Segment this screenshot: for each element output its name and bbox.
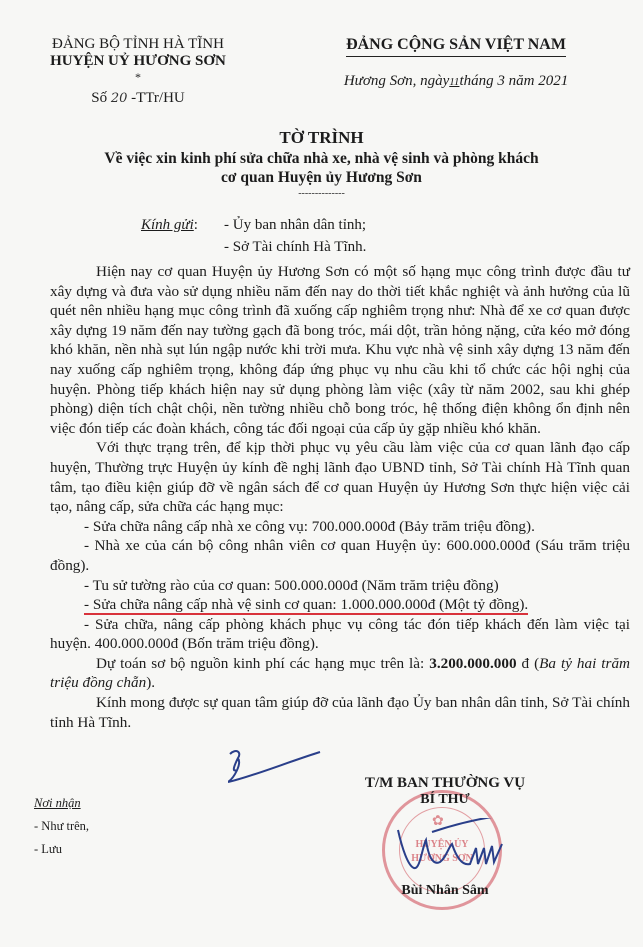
distribution-label: Nơi nhận xyxy=(34,796,81,810)
distribution-list xyxy=(34,794,89,863)
document-date: Hương Sơn, ngày11tháng 3 năm 2021 xyxy=(343,73,569,89)
paragraph-total: Dự toán sơ bộ nguồn kinh phí các hạng mục trên là: 3.200.000.000 đ (Ba tỷ hai trăm triệu đồng chẵn). xyxy=(50,654,631,692)
list-item: - Sửa chữa, nâng cấp phòng khách phục vụ công tác đón tiếp khách đến làm việc tại huyện. 400.000.000đ (Bốn trăm triệu đồng). xyxy=(50,615,630,653)
org-line1: ĐẢNG BỘ TỈNH HÀ TĨNH xyxy=(52,36,224,52)
issuing-organization xyxy=(28,36,248,107)
paragraph-situation: Hiện nay cơ quan Huyện ủy Hương Sơn có một số hạng mục công trình được đầu tư xây dựng và đưa vào sử dụng nhiều năm đến nay do thời tiết khắc nghiệt và ảnh hưởng của lũ quét nên nhiều hạng mục công trình đã xuống cấp nghiêm trọng như: Nhà để xe cơ quan được xây dựng 19 năm đến nay tường gạch đã bong tróc, mái dột, trần hỏng nặng, cửa kéo mở đóng khó khăn, nền nhà sụt lún ngập nước khi trời mưa. Khu vực nhà vệ sinh xây dựng 13 năm đến nay xuống cấp nghiêm trọng, không đáp ứng phục vụ nhu cầu khi tổ chức các hội nghị của huyện. Phòng tiếp khách hiện nay sử dụng phòng làm việc (xây từ năm 2002, sau khi ghép phòng) diện tích chật chội, nền tường nhiều chỗ bong tróc, hệ thống điện không ổn định nên việc đón tiếp các đoàn khách, công tác đối ngoại của cấp ủy gặp nhiều khó khăn. xyxy=(50,263,630,437)
recipients-block xyxy=(141,214,366,258)
seal-text-top: HUYỆN ỦY xyxy=(415,839,469,850)
document-body xyxy=(50,262,630,732)
org-dot: * xyxy=(135,70,141,84)
title-separator: -------------- xyxy=(298,188,345,199)
recipient-item: - Sở Tài chính Hà Tĩnh. xyxy=(224,239,367,255)
list-item: - Nhà xe của cán bộ công nhân viên cơ quan Huyện ủy: 600.000.000đ (Sáu trăm triệu đồng). xyxy=(50,537,630,574)
red-underline-highlight: - Sửa chữa nâng cấp nhà vệ sinh cơ quan: 1.000.000.000đ (Một tỷ đồng). xyxy=(84,596,529,614)
list-item: - Tu sử tường rào của cơ quan: 500.000.000đ (Năm trăm triệu đồng) xyxy=(84,576,499,594)
handwritten-initial-icon xyxy=(228,748,328,788)
signer-on-behalf: T/M BAN THƯỜNG VỤ xyxy=(364,775,526,791)
signer-name: Bùi Nhân Sâm xyxy=(401,883,489,898)
recipient-item: - Ủy ban nhân dân tỉnh; xyxy=(224,217,367,233)
total-in-words: Ba tỷ hai trăm triệu đồng chẵn xyxy=(50,654,631,692)
party-name: ĐẢNG CỘNG SẢN VIỆT NAM xyxy=(346,36,566,57)
handwritten-number: 20 xyxy=(110,91,128,106)
total-amount: 3.200.000.000 xyxy=(429,654,517,672)
paragraph-closing: Kính mong được sự quan tâm giúp đỡ của lãnh đạo Ủy ban nhân dân tỉnh, Sở Tài chính tỉnh Hà Tĩnh. xyxy=(50,694,630,731)
org-line2: HUYỆN UỶ HƯƠNG SƠN xyxy=(50,53,226,69)
paragraph-request: Với thực trạng trên, để kịp thời phục vụ yêu cầu làm việc của cơ quan lãnh đạo cấp huyện, Thường trực Huyện ủy kính đề nghị lãnh đạo UBND tỉnh, Sở Tài chính Hà Tĩnh quan tâm, tạo điều kiện giúp đỡ về ngân sách để cơ quan Huyện ủy Hương Sơn thực hiện việc cải tạo, nâng cấp, sửa chữa các hạng mục: xyxy=(50,439,630,516)
list-item-highlighted xyxy=(50,595,630,615)
party-header xyxy=(316,36,596,90)
distribution-item: - Lưu xyxy=(34,842,62,856)
distribution-item: - Như trên, xyxy=(34,819,90,833)
recipients-list xyxy=(224,214,366,258)
document-number: Số 20 -TTr/HU xyxy=(91,90,185,106)
seal-text-bottom: HƯƠNG SƠN xyxy=(411,853,473,864)
signer-title: BÍ THƯ xyxy=(420,792,470,807)
list-item: - Sửa chữa nâng cấp nhà xe công vụ: 700.000.000đ (Bảy trăm triệu đồng). xyxy=(84,517,535,535)
document-subject: Về việc xin kinh phí sửa chữa nhà xe, nhà vệ sinh và phòng khách cơ quan Huyện ủy Hương Sơn xyxy=(104,150,539,186)
recipients-label: Kính gửi: xyxy=(141,217,198,233)
handwritten-day: 11 xyxy=(449,76,460,88)
document-title: TỜ TRÌNH xyxy=(279,128,364,147)
signature-icon xyxy=(392,818,522,878)
seal-star-icon: ✿ xyxy=(432,814,444,829)
